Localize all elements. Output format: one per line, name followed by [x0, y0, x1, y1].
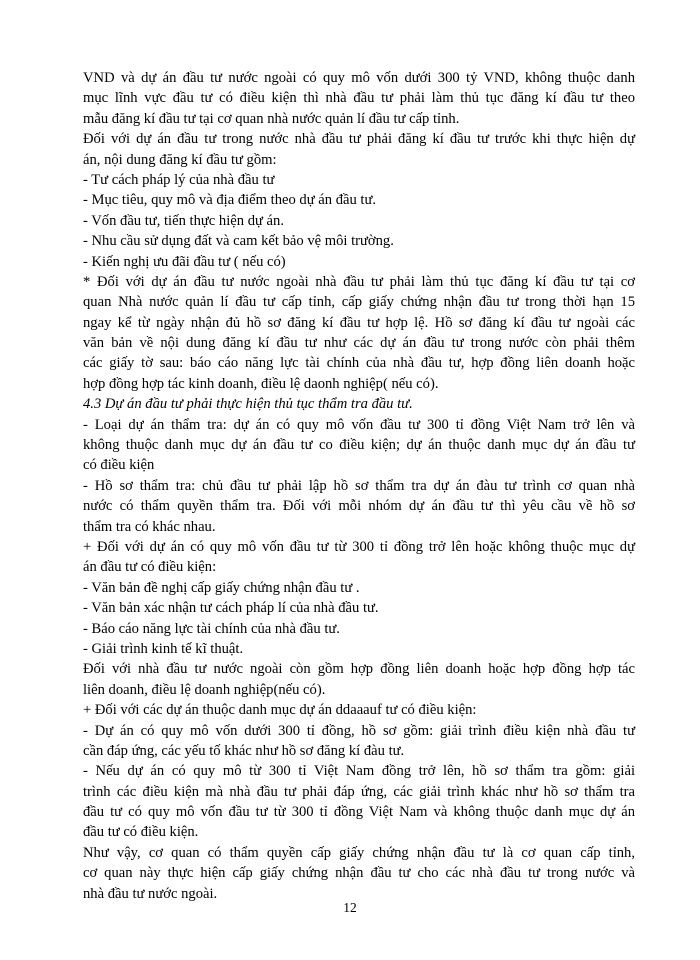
text-line: hợp đồng hợp tác kinh doanh, điều lệ daonh nghiệp( nếu có). [83, 375, 439, 392]
text-line: + Đối với các dự án thuộc danh mục dự án ddaaauf tư có điều kiện: [83, 702, 477, 719]
text-line: VND và dự án đầu tư nước ngoài có quy mô vốn dưới 300 tỷ VND, không thuộc danh [83, 70, 635, 86]
text-line: mục lĩnh vực đầu tư có điều kiện thì nhà đầu tư phải làm thủ tục đăng kí đầu tư theo [83, 90, 635, 107]
text-line: đầu tư có quy mô vốn đầu tư từ 300 tỉ đồng Việt Nam và không thuộc danh mục dự án [83, 804, 635, 821]
text-line: không thuộc danh mục dự án đầu tư co điều kiện; dự án thuộc danh mục dự án đầu tư [83, 437, 635, 454]
text-line: 4.3 Dự án đầu tư phải thực hiện thủ tục thẩm tra đầu tư. [83, 396, 413, 413]
text-line: - Hồ sơ thẩm tra: chủ đầu tư phải lập hồ sơ thẩm tra dự án đàu tư trình cơ quan nhà [83, 477, 635, 494]
text-line: - Văn bản xác nhận tư cách pháp lí của nhà đầu tư. [83, 600, 379, 617]
text-line: nước có thẩm quyền thẩm tra. Đối với mỗi nhóm dự án đầu tư thì yêu cầu về hồ sơ [83, 498, 635, 515]
text-line: - Loại dự án thẩm tra: dự án có quy mô vốn đầu tư 300 tỉ đồng Việt Nam trở lên và [83, 416, 635, 433]
text-line: án, nội dung đăng kí đầu tư gồm: [83, 151, 277, 168]
text-line: - Nếu dự án có quy mô từ 300 tỉ Việt Nam đồng trở lên, hồ sơ thẩm tra gồm: giải [83, 763, 635, 780]
text-line: cơ quan này thực hiện cấp giấy chứng nhận đầu tư cho các nhà đầu tư trong nước và [83, 865, 635, 882]
text-line: - Kiến nghị ưu đãi đầu tư ( nếu có) [83, 253, 286, 270]
text-line: Đối với dự án đầu tư trong nước nhà đầu tư phải đăng kí đầu tư trước khi thực hiện dự [83, 131, 635, 148]
text-line: - Dự án có quy mô vốn dưới 300 tỉ đồng, hồ sơ gồm: giải trình điều kiện nhà đầu tư [83, 722, 635, 739]
text-line: - Nhu cầu sử dụng đất và cam kết bảo vệ môi trường. [83, 233, 394, 250]
text-line: - Mục tiêu, quy mô và địa điểm theo dự án đầu tư. [83, 192, 377, 209]
text-line: ngay kể từ ngày nhận đủ hồ sơ đăng kí đầu tư hợp lệ. Hồ sơ đăng kí đầu tư ngoài các [83, 314, 635, 331]
text-line: trình các điều kiện mà nhà đầu tư phải đáp ứng, các giải trình khác như hồ sơ thẩm tra [83, 783, 635, 800]
page-number: 12 [343, 900, 357, 915]
text-line: các giấy tờ sau: báo cáo năng lực tài chính của nhà đầu tư, hợp đồng liên doanh hoặc [83, 355, 635, 372]
text-line: - Vốn đầu tư, tiến thực hiện dự án. [83, 212, 284, 229]
text-line: Đối với nhà đầu tư nước ngoài còn gồm hợp đồng liên doanh hoặc hợp đồng hợp tác [83, 661, 635, 678]
text-line: - Báo cáo năng lực tài chính của nhà đầu tư. [83, 620, 340, 637]
text-line: mẫu đăng kí đầu tư tại cơ quan nhà nước quản lí đầu tư cấp tỉnh. [83, 110, 460, 127]
text-line: liên doanh, điều lệ doanh nghiệp(nếu có). [83, 681, 326, 698]
text-line: án đầu tư có điều kiện: [83, 559, 217, 576]
text-line: * Đối với dự án đầu tư nước ngoài nhà đầu tư phải làm thủ tục đăng kí đầu tư tại cơ [83, 273, 635, 290]
text-line: văn bản về nội dung đăng kí đầu tư như các dự án đầu tư trong nước còn phải thêm [83, 335, 635, 352]
text-line: đầu tư có điều kiện. [83, 824, 199, 841]
text-line: quan Nhà nước quản lí đầu tư cấp tỉnh, cấp giấy chứng nhận đầu tư trong thời hạn 15 [83, 294, 635, 311]
text-line: - Tư cách pháp lý của nhà đầu tư [83, 171, 275, 188]
text-line: Như vậy, cơ quan có thẩm quyền cấp giấy chứng nhận đầu tư là cơ quan cấp tỉnh, [83, 844, 635, 861]
text-line: - Văn bản đề nghị cấp giấy chứng nhận đầu tư . [83, 579, 360, 596]
text-line: nhà đầu tư nước ngoài. [83, 885, 218, 902]
text-line: cần đáp ứng, các yếu tố khác như hồ sơ đăng kí đàu tư. [83, 742, 405, 759]
text-line: - Giải trình kinh tế kĩ thuật. [83, 640, 244, 657]
text-line: thẩm tra có khác nhau. [83, 518, 216, 535]
text-line: có điều kiện [83, 457, 155, 474]
body-text [83, 68, 635, 904]
text-line: + Đối với dự án có quy mô vốn đầu tư từ 300 tỉ đồng trở lên hoặc không thuộc mục dự [83, 538, 635, 555]
